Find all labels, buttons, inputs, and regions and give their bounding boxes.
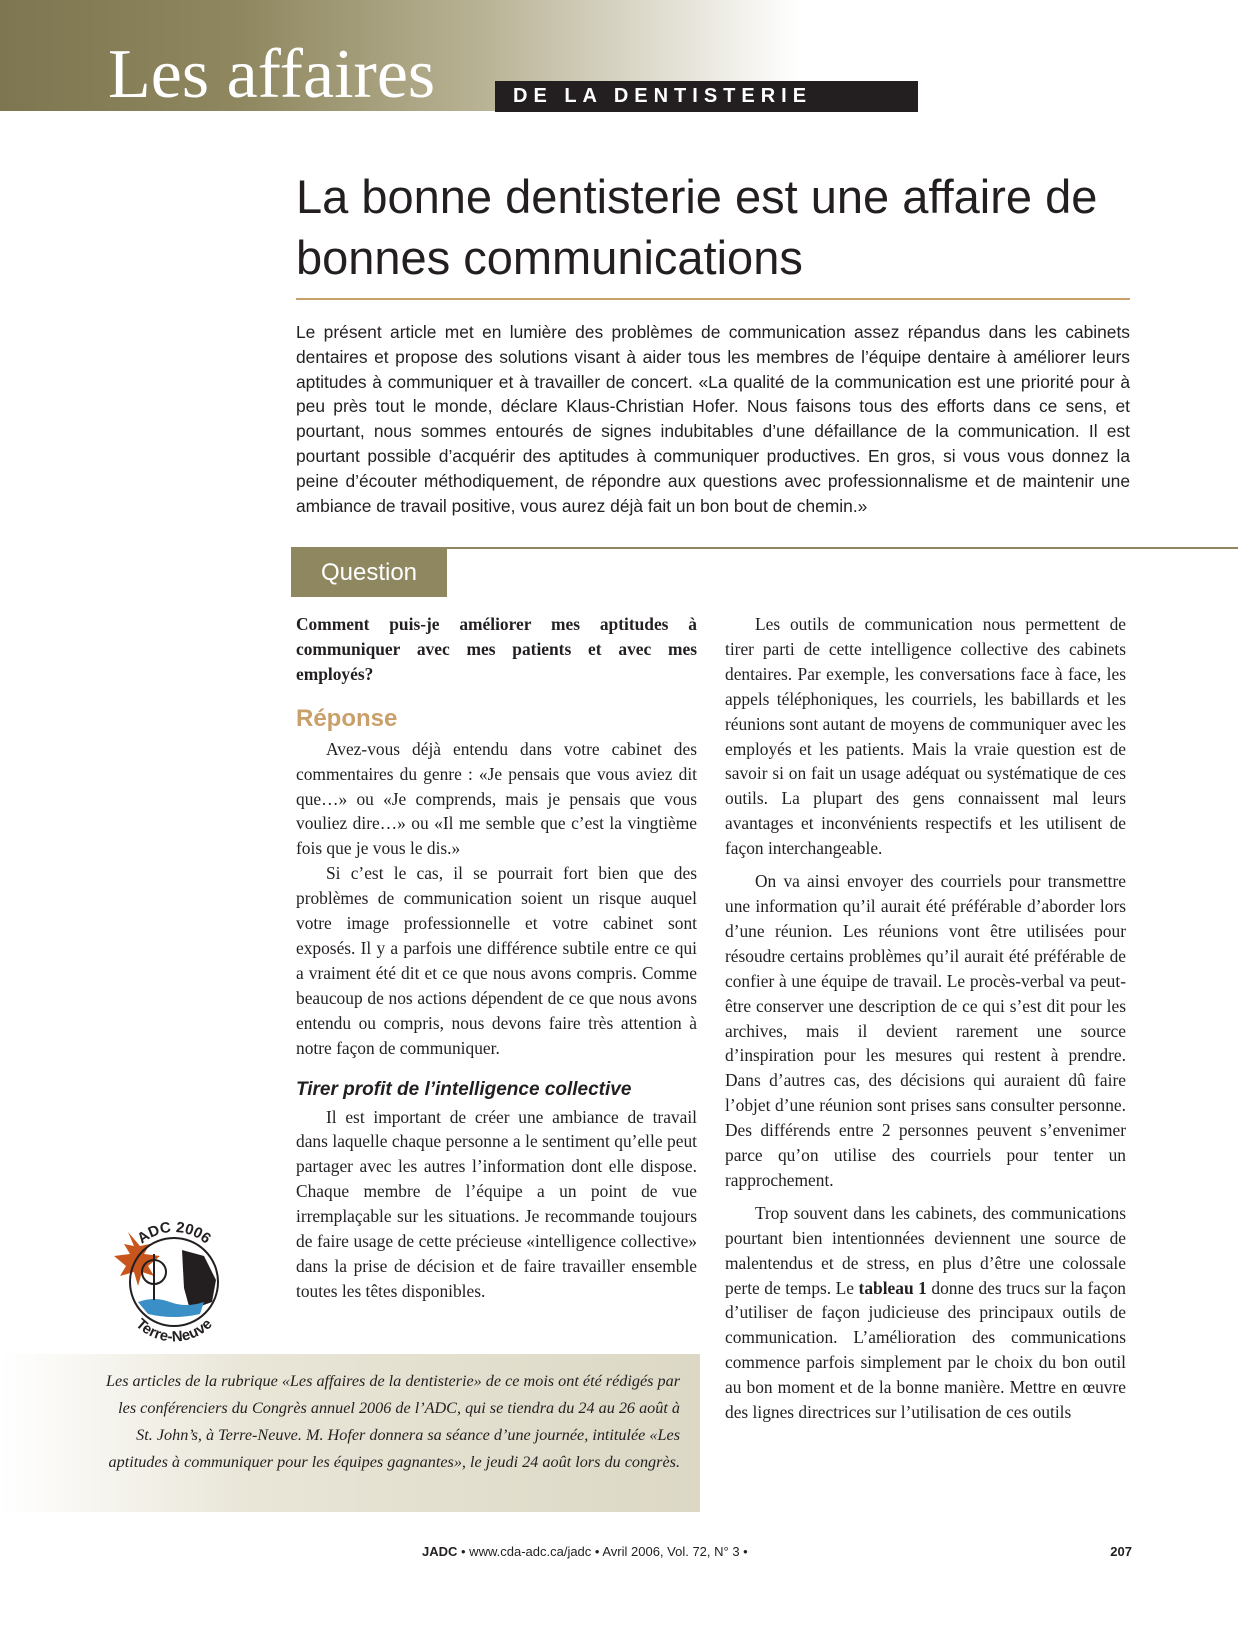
question-text: Comment puis-je améliorer mes aptitudes à communiquer avec mes patients et avec mes employés? xyxy=(296,614,697,684)
question-tab: Question xyxy=(291,549,447,597)
paragraph: Avez-vous déjà entendu dans votre cabinet des commentaires du genre : «Je pensais que vous aviez dit que…» ou «Je comprends, mais je pensais que vous vouliez dire…» ou «Il me semble que c’est la vingtième fois que je vous le dis.» xyxy=(296,738,697,859)
paragraph: Si c’est le cas, il se pourrait fort bien que des problèmes de communication soient un risque auquel votre image professionnelle et votre cabinet sont exposés. Il y a parfois une différence subtile entre ce qui a vraiment été dit et ce que nous avons compris. Comme beaucoup de nos actions dépendent de ce que nous avons entendu ou compris, nous devons faire très attention à notre façon de communiquer. xyxy=(296,863,697,1058)
footer-citation: • www.cda-adc.ca/jadc • Avril 2006, Vol. 72, N° 3 • xyxy=(457,1544,748,1559)
paragraph xyxy=(725,1201,1126,1425)
logo-bottom-text: Terre-Neuve xyxy=(132,1315,216,1346)
page-number: 207 xyxy=(1110,1544,1132,1559)
footer-journal: JADC xyxy=(422,1544,458,1559)
section-subtitle: DE LA DENTISTERIE xyxy=(495,81,918,112)
paragraph: On va ainsi envoyer des courriels pour transmettre une information qu’il aurait été préférable d’aborder lors d’une réunion. Les réunions vont être utilisées pour résoudre certains problèmes qu’il aurait été préférable de confier à une équipe de travail. Le procès-verbal va peut-être conserver une description de ce qui s’est dit pour les archives, mais il devient rarement une source d’inspiration pour les mesures qui restent à prendre. Dans d’autres cas, des décisions qui auraient dû faire l’objet d’une réunion sont prises sans consulter personne. Des différends entre 2 personnes peuvent s’envenimer parce qu’on utilise des courriels pour tenter un rapprochement. xyxy=(725,871,1126,1190)
page-footer xyxy=(422,1544,1132,1559)
title-divider xyxy=(296,298,1130,300)
adc-2006-logo xyxy=(104,1210,244,1350)
table-reference: tableau 1 xyxy=(858,1277,927,1298)
paragraph-text: donne des trucs sur la façon d’utiliser de façon judicieuse des principaux outils de communication. L’amélioration des communications commence parfois simplement par le choix du bon outil au bon moment et de la bonne manière. Mettre en œuvre des lignes directrices sur l’utilisation de ces outils xyxy=(725,1277,1126,1423)
caption-box xyxy=(0,1354,700,1512)
left-column xyxy=(296,612,697,1304)
article-title: La bonne dentisterie est une affaire de bonnes communications xyxy=(296,170,1098,284)
logo-top-text: ADC 2006 xyxy=(134,1218,214,1248)
paragraph: Les outils de communication nous permettent de tirer parti de cette intelligence collective des cabinets dentaires. Par exemple, les conversations face à face, les appels téléphoniques, les courriels, les babillards et les réunions sont autant de moyens de communiquer avec les employés et les patients. Mais la vraie question est de savoir si on fait un usage adéquat ou systématique de ces outils. La plupart des gens connaissent mal leurs avantages et inconvénients respectifs et les utilisent de façon interchangeable. xyxy=(725,614,1126,859)
right-column xyxy=(725,612,1126,1425)
paragraph: Il est important de créer une ambiance de travail dans laquelle chaque personne a le sentiment qu’elle peut partager avec les autres l’information dont elle dispose. Chaque membre de l’équipe a un point de vue irremplaçable sur les situations. Je recommande toujours de faire usage de cette précieuse «intelligence collective» dans la prise de décision et de faire travailler ensemble toutes les têtes disponibles. xyxy=(296,1106,697,1301)
article-intro: Le présent article met en lumière des problèmes de communication assez répandus dans les cabinets dentaires et propose des solutions visant à aider tous les membres de l’équipe dentaire à améliorer leurs aptitudes à communiquer et à travailler de concert. «La qualité de la communication est une priorité pour à peu près tout le monde, déclare Klaus-Christian Hofer. Nous faisons tous des efforts dans ce sens, et pourtant, nous sommes entourés de signes indubitables d’une défaillance de la communication. Il est pourtant possible d’acquérir des aptitudes à communiquer productives. En gros, si vous vous donnez la peine d’écouter méthodiquement, de répondre aux questions avec professionnalisme et de maintenir une ambiance de travail positive, vous aurez déjà fait un bon bout de chemin.» xyxy=(296,322,1130,516)
paragraph-text: Trop souvent dans les cabinets, des communications pourtant bien intentionnées deviennent une source de malentendus et de stress, en plus d’être une colossale perte de temps. Le xyxy=(725,1202,1126,1298)
subheading: Tirer profit de l’intelligence collective xyxy=(296,1078,632,1100)
caption-text: Les articles de la rubrique «Les affaires de la dentisterie» de ce mois ont été rédigés par les conférenciers du Congrès annuel 2006 de l’ADC, qui se tiendra du 24 au 26 août à St. John’s, à Terre-Neuve. M. Hofer donnera sa séance d’une journée, intitulée «Les aptitudes à communiquer pour les équipes gagnantes», le jeudi 24 août lors du congrès. xyxy=(106,1372,680,1471)
reponse-heading: Réponse xyxy=(296,704,398,732)
section-title: Les affaires xyxy=(108,36,436,113)
